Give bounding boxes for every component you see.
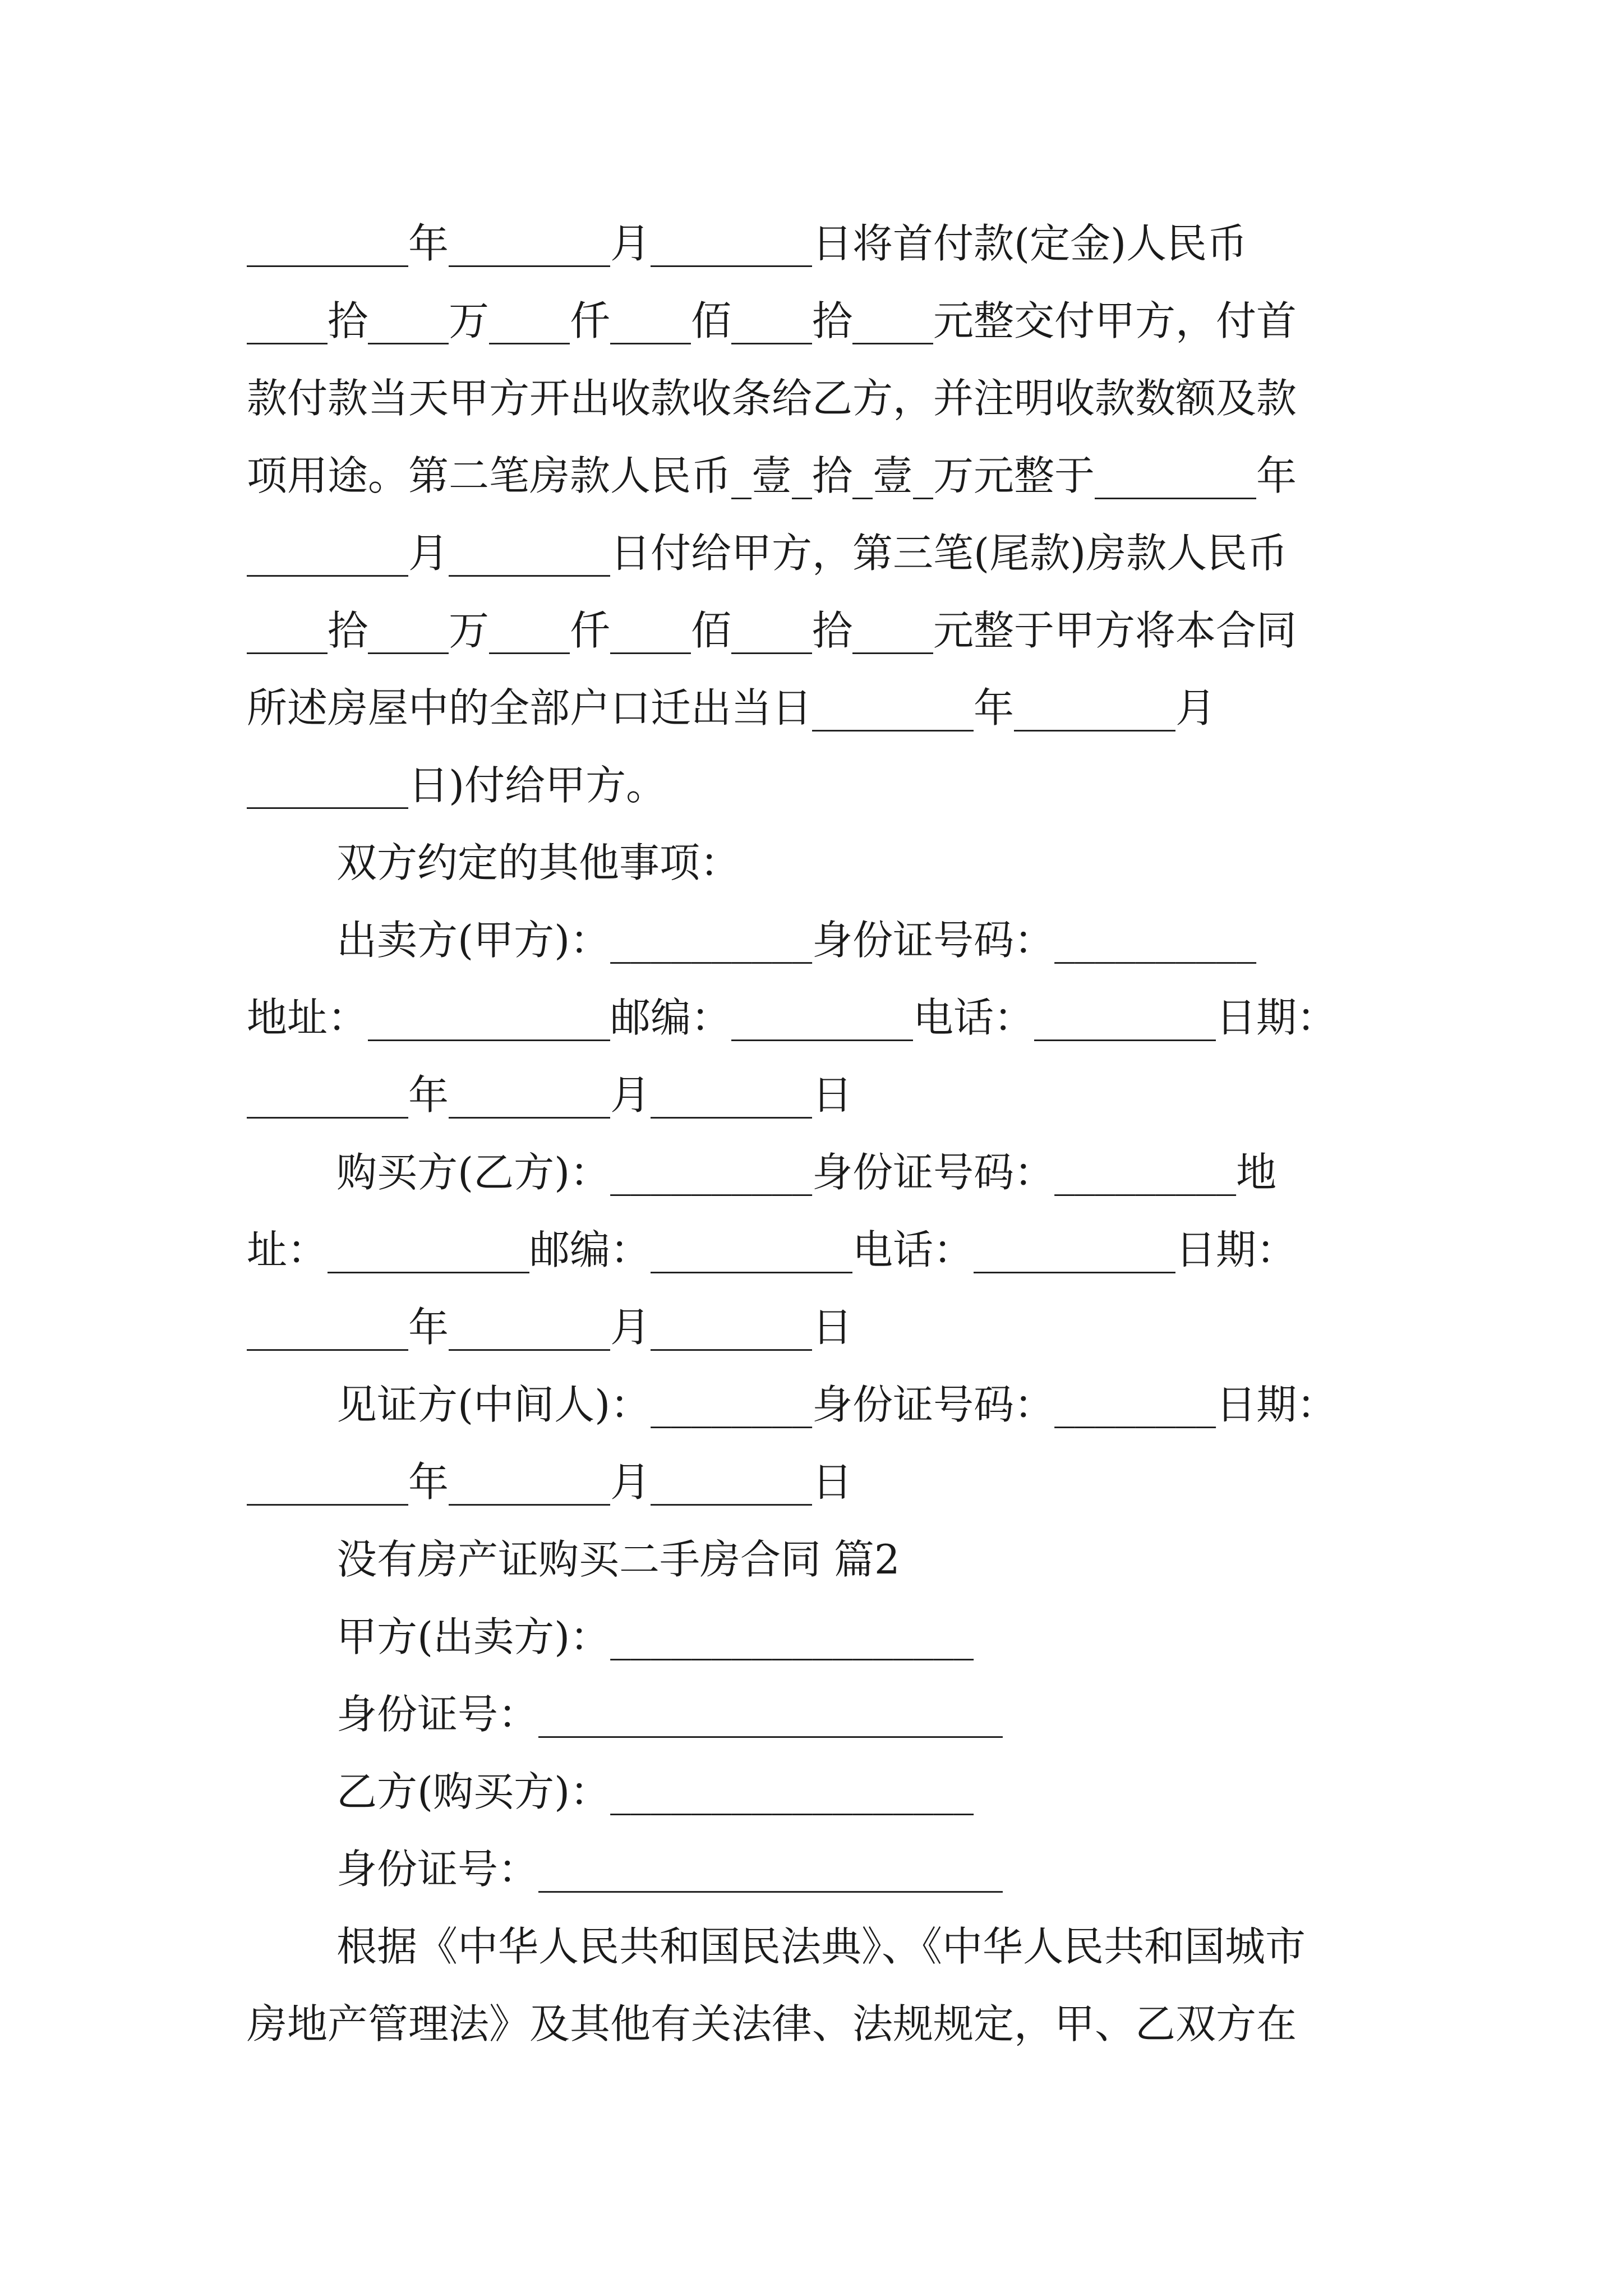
text-line: 身份证号：_______________________	[336, 1691, 1003, 1738]
text-line: 址：__________邮编：__________电话：__________日期：	[247, 1226, 1297, 1273]
text-line: ________年________月________日	[247, 1458, 852, 1506]
text-line: 乙方(购买方)：__________________	[336, 1768, 974, 1815]
section-heading: 没有房产证购买二手房合同 篇2	[336, 1536, 900, 1583]
text-line: 见证方(中间人)：________身份证号码：________日期：	[336, 1381, 1338, 1428]
text-line: 项用途。第二笔房款人民币_壹_拾_壹_万元整于________年	[247, 452, 1297, 499]
text-line: ________年________月________日将首付款(定金)人民币	[247, 220, 1248, 267]
text-line: 地址：____________邮编：_________电话：_________日期：	[247, 994, 1338, 1041]
text-line: ________日)付给甲方。	[247, 762, 667, 809]
text-line: ________月________日付给甲方，第三笔(尾款)房款人民币	[247, 530, 1288, 577]
text-line: ________年________月________日	[247, 1071, 852, 1119]
text-line: ________年________月________日	[247, 1304, 852, 1351]
text-line: 身份证号：_______________________	[336, 1846, 1003, 1893]
text-line: 购买方(乙方)：__________身份证号码：_________地	[336, 1149, 1277, 1196]
text-line: ____拾____万____仟____佰____拾____元整于甲方将本合同	[247, 607, 1297, 654]
text-line: 出卖方(甲方)：__________身份证号码：__________	[336, 917, 1257, 964]
text-line: 根据《中华人民共和国民法典》、《中华人民共和国城市	[336, 1923, 1306, 1970]
text-line: ____拾____万____仟____佰____拾____元整交付甲方，付首	[247, 297, 1297, 344]
text-line: 甲方(出卖方)：__________________	[336, 1613, 974, 1660]
text-line: 所述房屋中的全部户口迁出当日________年________月	[247, 684, 1216, 731]
text-line: 款付款当天甲方开出收款收条给乙方，并注明收款数额及款	[247, 375, 1297, 422]
text-line: 双方约定的其他事项：	[336, 839, 741, 886]
text-line: 房地产管理法》及其他有关法律、法规规定，甲、乙双方在	[247, 2000, 1297, 2047]
